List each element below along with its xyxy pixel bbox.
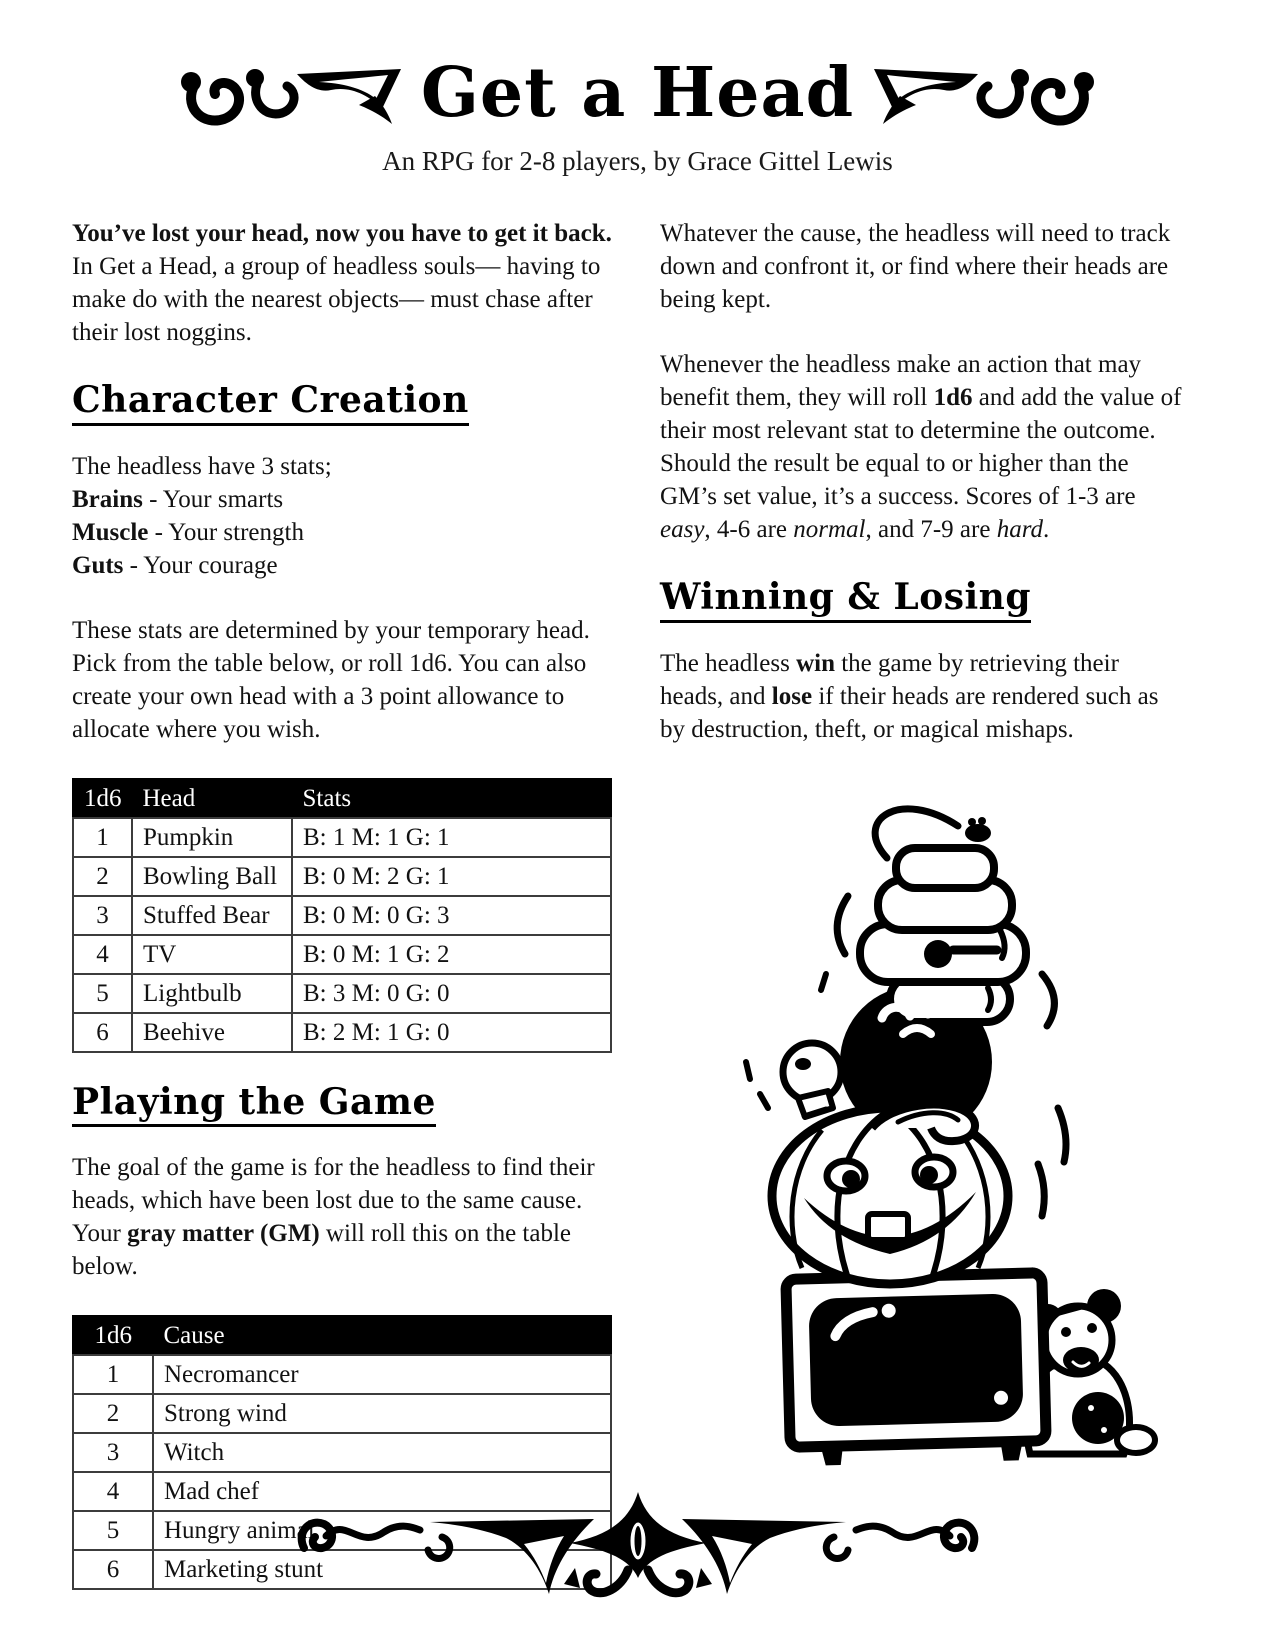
intro-lead-bold: You’ve lost your head, now you have to get it back. (72, 220, 612, 247)
playing-paragraph (72, 1151, 612, 1283)
heads-illustration-svg (700, 778, 1162, 1466)
difficulty-normal: normal (793, 516, 866, 543)
cell-roll: 1 (73, 818, 132, 857)
cell-cause: Hungry animal (153, 1511, 611, 1550)
cell-cause: Witch (153, 1433, 611, 1472)
heading-playing-the-game: Playing the Game (72, 1083, 436, 1128)
difficulty-easy: easy (660, 516, 705, 543)
table-row (73, 935, 611, 974)
stats-intro-line: The headless have 3 stats; (72, 452, 332, 480)
table-row (73, 974, 611, 1013)
cell-stats: B: 3 M: 0 G: 0 (292, 974, 611, 1013)
wobble-arc-right (1042, 974, 1054, 1026)
hive-entrance (924, 940, 952, 968)
rolling-text: , and 7-9 are (865, 516, 997, 543)
document-header (0, 0, 1275, 177)
right-column (660, 217, 1183, 1596)
cell-stats: B: 0 M: 0 G: 3 (292, 896, 611, 935)
cell-roll: 6 (73, 1550, 153, 1589)
heading-winning-losing: Winning & Losing (660, 578, 1031, 623)
d6-bold: 1d6 (933, 384, 973, 411)
playing-text: will roll this on the table below. (72, 1220, 572, 1281)
table-row (73, 1394, 611, 1433)
cell-cause: Necromancer (153, 1355, 611, 1394)
col-header-1d6: 1d6 (73, 779, 132, 818)
title-flourish-right-icon (870, 52, 1106, 134)
cell-roll: 5 (73, 1511, 153, 1550)
intro-body: In Get a Head, a group of headless souls— having to make do with the nearest objects— must chase after their lost noggins. (72, 253, 601, 346)
lose-bold: lose (771, 682, 813, 710)
cell-roll: 3 (73, 1433, 153, 1472)
cell-roll: 5 (73, 974, 132, 1013)
cell-roll: 2 (73, 1394, 153, 1433)
footer-flourish (0, 1486, 1275, 1612)
cell-head: Pumpkin (132, 818, 292, 857)
cell-roll: 1 (73, 1355, 153, 1394)
winning-text: the game by retrieving their heads, and (660, 649, 1119, 710)
col-header-head: Head (132, 779, 292, 818)
page-subtitle: An RPG for 2-8 players, by Grace Gittel Lewis (382, 146, 893, 176)
center-ornament (570, 1492, 706, 1593)
cell-roll: 4 (73, 935, 132, 974)
stat-desc: - Your smarts (149, 485, 284, 513)
cell-roll: 4 (73, 1472, 153, 1511)
rolling-text: and add the value of their most relevant stat to determine the outcome. Should the result be equal to or higher than the GM’s set value, it’s a success. Scores of 1-3 are (660, 384, 1182, 510)
title-flourish-left-icon (169, 52, 405, 134)
cell-head: Stuffed Bear (132, 896, 292, 935)
cell-cause: Strong wind (153, 1394, 611, 1433)
table-row (73, 857, 611, 896)
rolling-text: Whenever the headless make an action that may benefit them, they will roll (660, 351, 1142, 411)
table-row (73, 818, 611, 857)
footer-flourish-icon (198, 1486, 1078, 1612)
rolling-text: , 4-6 are (704, 516, 794, 543)
stat-term: Muscle (72, 518, 149, 546)
stats-list (72, 450, 612, 582)
stat-line-brains (72, 483, 612, 516)
two-column-layout (0, 217, 1275, 1596)
col-header-1d6: 1d6 (73, 1316, 153, 1355)
cell-stats: B: 0 M: 2 G: 1 (292, 857, 611, 896)
col-header-stats: Stats (292, 779, 611, 818)
cell-roll: 2 (73, 857, 132, 896)
heading-character-creation: Character Creation (72, 381, 469, 426)
intro-paragraph (72, 217, 612, 349)
cell-stats: B: 2 M: 1 G: 0 (292, 1013, 611, 1052)
cell-cause: Mad chef (153, 1472, 611, 1511)
gm-bold: gray matter (GM) (127, 1220, 320, 1248)
winning-paragraph (660, 647, 1183, 746)
col-header-cause: Cause (153, 1316, 611, 1355)
television (786, 1272, 1047, 1465)
cause-paragraph: Whatever the cause, the headless will need to track down and confront it, or find where their heads are being kept. (660, 220, 1171, 313)
rolling-paragraph (660, 348, 1183, 546)
stat-desc: - Your strength (154, 518, 304, 546)
cell-stats: B: 0 M: 1 G: 2 (292, 935, 611, 974)
win-bold: win (796, 649, 835, 677)
stat-desc: - Your courage (129, 551, 278, 579)
table-row (73, 1355, 611, 1394)
winning-text: The headless (660, 649, 797, 677)
cell-head: Beehive (132, 1013, 292, 1052)
page-title: Get a Head (420, 53, 855, 133)
stat-line-guts (72, 549, 612, 582)
table-header-row (73, 1316, 611, 1355)
wobble-arc-left (837, 896, 848, 954)
heads-table (72, 778, 612, 1053)
fly-icon (965, 817, 991, 842)
stat-term: Guts (72, 551, 124, 579)
stat-term: Brains (72, 485, 143, 513)
cell-roll: 6 (73, 1013, 132, 1052)
cell-head: TV (132, 935, 292, 974)
cell-cause: Marketing stunt (153, 1550, 611, 1589)
table-row (73, 1013, 611, 1052)
cell-roll: 3 (73, 896, 132, 935)
stats-note-paragraph: These stats are determined by your temporary head. Pick from the table below, or roll 1d6. You can also create your own head with a 3 point allowance to allocate where you wish. (72, 616, 590, 743)
pumpkin (772, 1104, 1008, 1283)
difficulty-hard: hard (996, 516, 1044, 543)
table-row (73, 896, 611, 935)
stat-line-muscle (72, 516, 612, 549)
cell-head: Lightbulb (132, 974, 292, 1013)
left-column (72, 217, 612, 1596)
heads-illustration (700, 778, 1183, 1475)
winning-text: if their heads are rendered such as by destruction, theft, or magical mishaps. (660, 682, 1159, 743)
cell-stats: B: 1 M: 1 G: 1 (292, 818, 611, 857)
table-row (73, 1433, 611, 1472)
cell-head: Bowling Ball (132, 857, 292, 896)
title-row (0, 52, 1275, 134)
rolling-text: . (1043, 516, 1050, 543)
playing-text: The goal of the game is for the headless to find their heads, which have been lost due to the same cause. Your (72, 1154, 595, 1248)
lightbulb (746, 1043, 841, 1117)
table-header-row (73, 779, 611, 818)
